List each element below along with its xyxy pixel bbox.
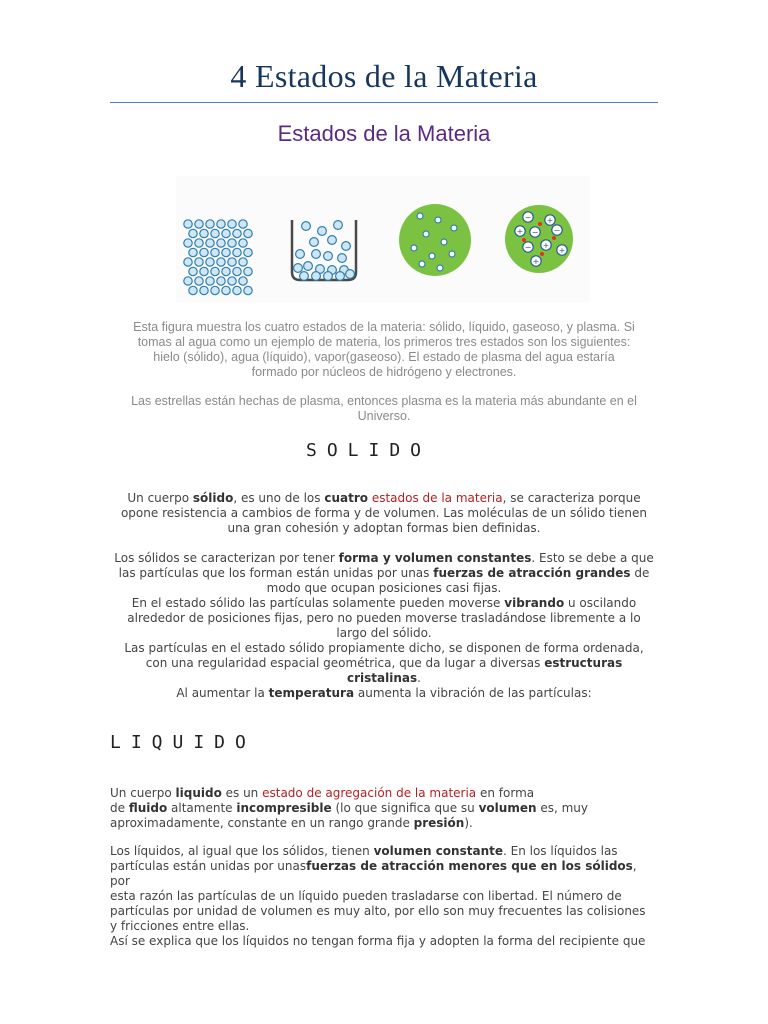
bold-term: estructuras [544, 656, 623, 670]
solid-particle [206, 277, 214, 285]
solid-particle [233, 248, 241, 256]
text-run: , es uno de los [233, 491, 325, 505]
solid-particle [189, 286, 197, 294]
text-run: (lo que significa que su [331, 801, 479, 815]
text-run: Un cuerpo [110, 786, 176, 800]
solid-particle [217, 277, 225, 285]
solid-particle [244, 229, 252, 237]
liquid-particle [324, 252, 333, 261]
charge-sign: − [524, 213, 532, 223]
text-run: de [110, 801, 129, 815]
charge-sign: + [558, 246, 566, 256]
text-run: es, muy [536, 801, 588, 815]
gas-particle [437, 265, 443, 271]
caption-line: hielo (sólido), agua (líquido), vapor(gaseoso). El estado de plasma del agua estaría [153, 350, 615, 364]
text-run: aumenta la vibración de las partículas: [354, 686, 592, 700]
section-subtitle: Estados de la Materia [277, 121, 491, 146]
solid-particle [206, 239, 214, 247]
solid-particle [228, 239, 236, 247]
solido-heading: SOLIDO [306, 440, 432, 461]
text-run: en forma [476, 786, 535, 800]
text-line [110, 656, 658, 671]
gas-particle [423, 231, 429, 237]
solid-particle [228, 258, 236, 266]
solid-particle [200, 267, 208, 275]
liquid-container [292, 220, 356, 280]
solid-particle [239, 277, 247, 285]
charge-sign: − [553, 226, 561, 236]
solid-particle [184, 220, 192, 228]
gas-particles-disc [399, 204, 471, 276]
gas-particle [435, 217, 441, 223]
text-run: Los líquidos, al igual que los sólidos, tienen [110, 844, 374, 858]
text-run: es un [221, 786, 263, 800]
text-line: modo que ocupan posiciones casi fijas. [266, 581, 502, 595]
states-of-matter-figure [176, 176, 590, 302]
solid-particle [195, 220, 203, 228]
charge-sign: + [516, 227, 524, 237]
solid-particle [244, 267, 252, 275]
solid-particle [233, 229, 241, 237]
text-line: largo del sólido. [336, 626, 432, 640]
gas-particle [419, 261, 425, 267]
text-line [110, 491, 658, 506]
liquid-particle [342, 242, 351, 251]
text-run: . [417, 671, 421, 685]
liquid-particle [318, 227, 327, 236]
solid-particle [217, 239, 225, 247]
solid-particle [217, 220, 225, 228]
solid-particle [211, 267, 219, 275]
solid-particle [211, 229, 219, 237]
liquid-particle [334, 221, 343, 230]
liquid-particle [338, 254, 347, 263]
gas-particle [451, 225, 457, 231]
solid-particle [184, 277, 192, 285]
liquid-particle [346, 270, 355, 279]
text-line [110, 801, 658, 816]
liquid-particle [304, 262, 313, 271]
plasma-particles-disc [505, 205, 573, 273]
bold-term: vibrando [504, 596, 565, 610]
gas-particle [411, 245, 417, 251]
solid-particle [206, 220, 214, 228]
text-run: aproximadamente, constante en un rango grande [110, 816, 414, 830]
text-run: En el estado sólido las partículas solamente pueden moverse [131, 596, 505, 610]
caption-line: tomas al agua como un ejemplo de materia, los primeros tres estados son los siguientes: [137, 335, 631, 349]
charge-sign: − [531, 228, 539, 238]
liquid-particle [300, 272, 309, 281]
bold-term: liquido [175, 786, 222, 800]
caption-line: Las estrellas están hechas de plasma, entonces plasma es la materia más abundante en el [131, 394, 637, 408]
solido-intro-paragraph [110, 491, 658, 536]
text-run: ). [464, 816, 473, 830]
text-run: Al aumentar la [176, 686, 269, 700]
solid-particle [211, 248, 219, 256]
liquido-intro-paragraph [110, 786, 658, 831]
solid-particle [206, 258, 214, 266]
figure-caption [110, 320, 658, 380]
text-line: partículas por unidad de volumen es muy alto, por ello son muy frecuentes las colisiones [110, 904, 646, 918]
text-run: u oscilando [564, 596, 637, 610]
text-line [110, 786, 658, 801]
bold-term: cuatro [324, 491, 368, 505]
text-run: las partículas que los forman están unidas por unas [118, 566, 434, 580]
text-run: Los sólidos se caracterizan por tener [114, 551, 339, 565]
gas-particle [417, 213, 423, 219]
solid-particle [200, 229, 208, 237]
text-run: partículas están unidas por unas [110, 859, 307, 873]
liquid-particle [312, 250, 321, 259]
text-line: y fricciones entre ellas. [110, 919, 250, 933]
bold-term: cristalinas [347, 671, 418, 685]
solid-particle [244, 286, 252, 294]
states-of-matter-illustration [176, 176, 590, 302]
text-line: una gran cohesión y adoptan formas bien definidas. [227, 521, 541, 535]
solid-particle [200, 286, 208, 294]
text-line [110, 844, 658, 859]
solid-lattice [184, 220, 252, 295]
liquid-particle [328, 236, 337, 245]
charge-sign: + [542, 241, 550, 251]
liquid-particle [324, 272, 333, 281]
liquid-particle [312, 272, 321, 281]
text-line: opone resistencia a cambios de forma y de volumen. Las moléculas de un sólido tienen [120, 506, 648, 520]
text-run: Un cuerpo [127, 491, 193, 505]
electron-dot [553, 237, 556, 240]
solid-particle [184, 239, 192, 247]
text-line [110, 686, 658, 701]
text-run: , por [110, 859, 637, 888]
solid-particle [233, 286, 241, 294]
document-title: 4 Estados de la Materia [230, 58, 538, 94]
caption-line: formado por núcleos de hidrógeno y electrones. [251, 365, 517, 379]
gas-particle [429, 253, 435, 259]
bold-term: forma y volumen constantes [338, 551, 532, 565]
bold-term: volumen constante [373, 844, 503, 858]
bold-term: volumen [478, 801, 537, 815]
solido-body-paragraph [110, 551, 658, 701]
solid-particle [239, 258, 247, 266]
text-run: . En los líquidos las [503, 844, 618, 858]
solid-particle [195, 277, 203, 285]
plasma-note [110, 394, 658, 424]
text-run: . Esto se debe a que [531, 551, 654, 565]
bold-term: sólido [192, 491, 234, 505]
solid-particle [189, 248, 197, 256]
liquid-particle [310, 238, 319, 247]
electron-dot [539, 223, 542, 226]
charge-sign: + [546, 216, 554, 226]
text-run: con una regularidad espacial geométrica, que da lugar a diversas [145, 656, 545, 670]
liquido-body-paragraph [110, 844, 658, 949]
bold-term: presión [413, 816, 465, 830]
charge-sign: − [524, 243, 532, 253]
charge-sign: + [532, 257, 540, 267]
solid-particle [195, 239, 203, 247]
text-line: Así se explica que los líquidos no tengan forma fija y adopten la forma del recipiente que [110, 934, 646, 948]
bold-term: temperatura [268, 686, 355, 700]
text-line: Las partículas en el estado sólido propiamente dicho, se disponen de forma ordenada, [124, 641, 644, 655]
bold-term: fuerzas de atracción menores que en los sólidos [306, 859, 633, 873]
text-line [110, 671, 658, 686]
text-line: alrededor de posiciones fijas, pero no pueden moverse trasladándose libremente a lo [127, 611, 641, 625]
solid-particle [195, 258, 203, 266]
solid-particle [222, 248, 230, 256]
solid-particle [217, 258, 225, 266]
bold-term: fluido [128, 801, 168, 815]
gas-particle [441, 239, 447, 245]
caption-line: Esta figura muestra los cuatro estados de la materia: sólido, líquido, gaseoso, y plasma. Si [133, 320, 635, 334]
solid-particle [222, 229, 230, 237]
solid-particle [228, 220, 236, 228]
solid-particle [233, 267, 241, 275]
liquid-particle [302, 222, 311, 231]
text-line: esta razón las partículas de un líquido pueden trasladarse con libertad. El número de [110, 889, 622, 903]
estados-materia-link[interactable]: estados de la materia [371, 491, 503, 505]
caption-line: Universo. [357, 409, 411, 423]
text-run: altamente [167, 801, 237, 815]
title-underline [110, 102, 658, 103]
solid-particle [211, 286, 219, 294]
solid-particle [239, 220, 247, 228]
electron-dot [541, 253, 544, 256]
solid-particle [244, 248, 252, 256]
liquido-heading: LIQUIDO [110, 732, 256, 753]
liquid-particle [336, 272, 345, 281]
bold-term: incompresible [236, 801, 332, 815]
text-line [110, 859, 658, 889]
text-line [110, 551, 658, 566]
text-line [110, 566, 658, 581]
solid-particle [184, 258, 192, 266]
solid-particle [239, 239, 247, 247]
solid-particle [222, 286, 230, 294]
solid-particle [222, 267, 230, 275]
text-run: de [630, 566, 650, 580]
solid-particle [189, 229, 197, 237]
solid-particle [200, 248, 208, 256]
bold-term: fuerzas de atracción grandes [433, 566, 631, 580]
text-line [110, 596, 658, 611]
gas-particle [449, 251, 455, 257]
text-run: , se caracteriza porque [502, 491, 641, 505]
solid-particle [189, 267, 197, 275]
text-line [110, 816, 658, 831]
solid-particle [228, 277, 236, 285]
liquid-particle [296, 250, 305, 259]
liquid-particle [294, 264, 303, 273]
electron-dot [523, 239, 526, 242]
estado-agregacion-link[interactable]: estado de agregación de la materia [262, 786, 477, 800]
